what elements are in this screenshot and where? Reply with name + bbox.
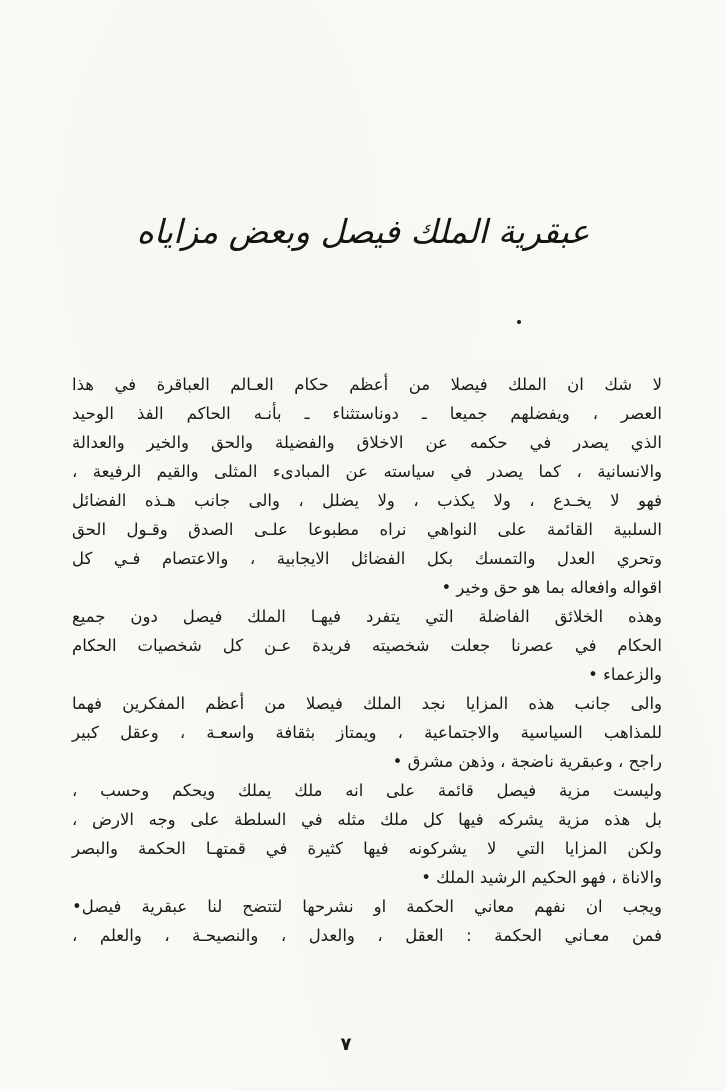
text-line: الذي يصدر في حكمه عن الاخلاق والفضيلة والحق والخير والعدالة — [72, 433, 662, 452]
text-line: العصر ، ويفضلهم جميعا ـ دوناستثناء ـ بأنـه الحاكم الفذ الوحيد — [72, 404, 662, 423]
body-text — [72, 370, 662, 950]
page-number: ٧ — [340, 1034, 352, 1055]
text-line: راجح ، وعبقرية ناضجة ، وذهن مشرق • — [392, 752, 662, 771]
text-line: لا شك ان الملك فيصلا من أعظم حكام العـالم العباقرة في هذا — [72, 375, 662, 394]
text-line: وليست مزية فيصل قائمة على انه ملك يملك ويحكم وحسب ، — [72, 781, 662, 800]
text-line: للمذاهب السياسية والاجتماعية ، ويمتاز بثقافة واسعـة ، وعقل كبير — [72, 723, 662, 742]
chapter-title: عبقرية الملك فيصل وبعض مزاياه — [136, 212, 590, 251]
text-line: ويجب ان نفهم معاني الحكمة او نشرحها لتتضح لنا عبقرية فيصل• — [72, 897, 662, 916]
text-line: ولكن المزايا التي لا يشركونه فيها كثيرة في قمتهـا الحكمة والبصر — [72, 839, 662, 858]
text-line: والاناة ، فهو الحكيم الرشيد الملك • — [421, 868, 662, 887]
title-ornament-dot — [517, 320, 521, 324]
text-line: فهو لا يخـدع ، ولا يكذب ، ولا يضلل ، والى جانب هـذه الفضائل — [72, 491, 662, 510]
text-line: اقواله وافعاله بما هو حق وخير • — [441, 578, 662, 597]
text-line: وهذه الخلائق الفاضلة التي يتفرد فيهـا الملك فيصل دون جميع — [72, 607, 662, 626]
text-line: وتحري العدل والتمسك بكل الفضائل الايجابية ، والاعتصام فـي كل — [72, 549, 662, 568]
text-line: فمن معـاني الحكمة : العقل ، والعدل ، والنصيحـة ، والعلم ، — [72, 926, 662, 945]
text-line: والزعماء • — [588, 665, 662, 684]
text-line: والانسانية ، كما يصدر في سياسته عن المبادىء المثلى والقيم الرفيعة ، — [72, 462, 662, 481]
text-line: والى جانب هذه المزايا نجد الملك فيصلا من أعظم المفكرين فهما — [72, 694, 662, 713]
text-line: السلبية القائمة على النواهي نراه مطبوعا علـى الصدق وقـول الحق — [72, 520, 662, 539]
text-line: الحكام في عصرنا جعلت شخصيته فريدة عـن كل شخصيات الحكام — [72, 636, 662, 655]
text-line: بل هذه مزية يشركه فيها كل ملك مثله في السلطة على وجه الارض ، — [72, 810, 662, 829]
